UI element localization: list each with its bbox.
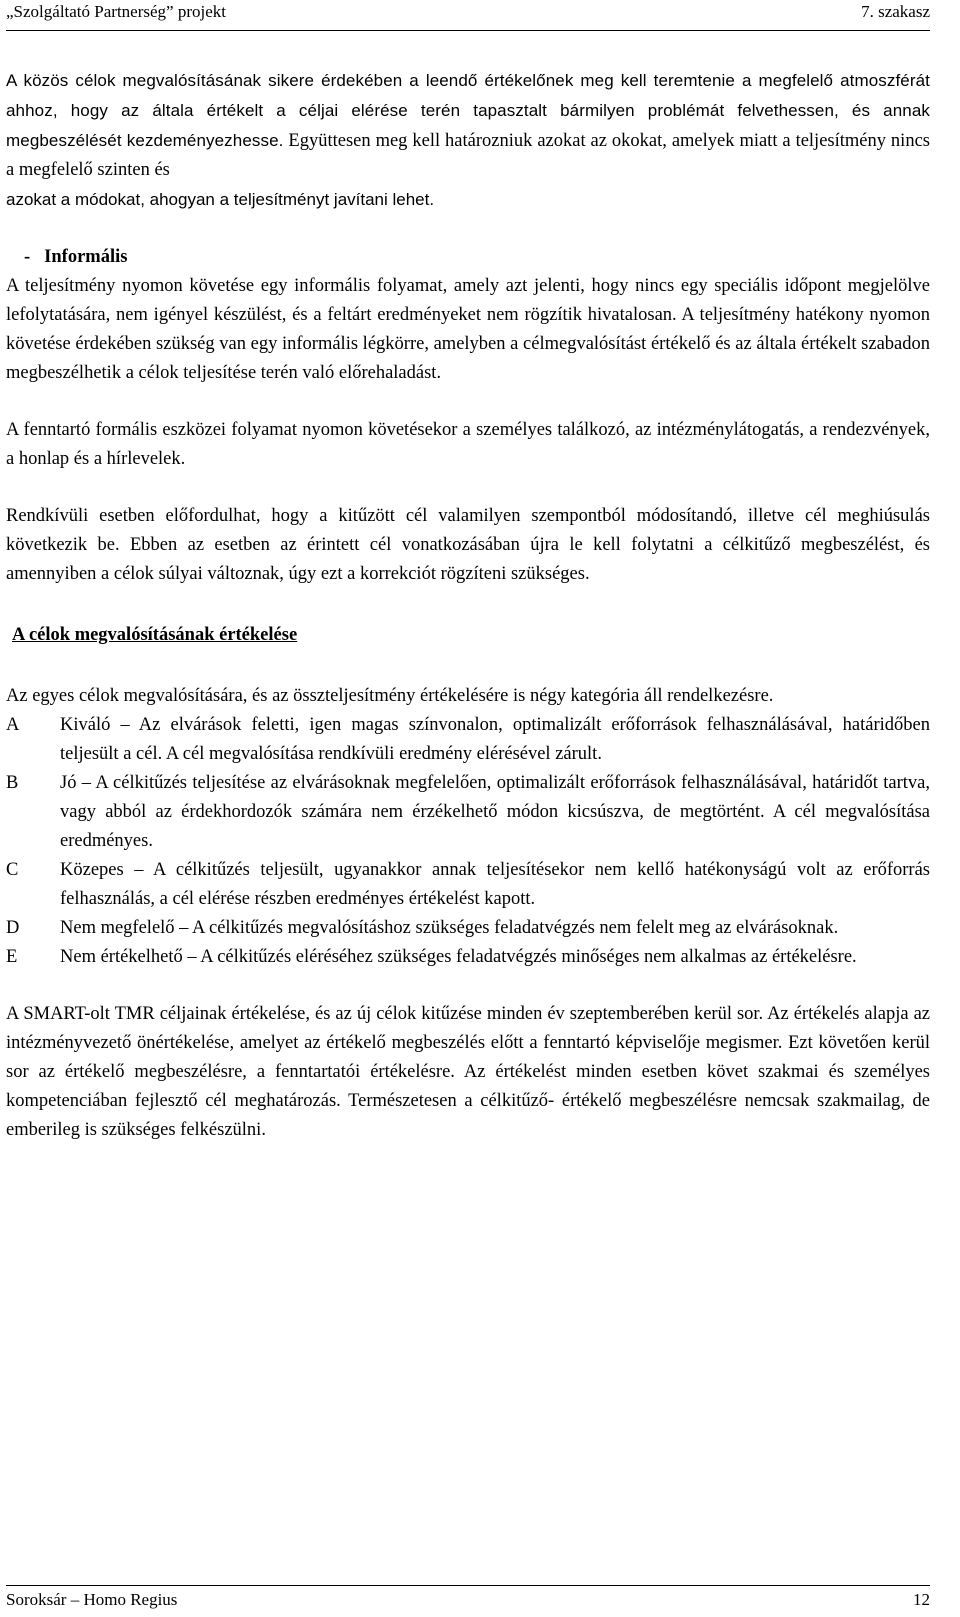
category-text: Nem értékelhető – A célkitűzés eléréséhez szükséges feladatvégzés minőséges nem alkalmas az értékelésre. (60, 947, 857, 967)
category-letter: A (6, 715, 20, 735)
section-title: A célok megvalósításának értékelése (12, 625, 298, 645)
paragraph-exceptional: Rendkívüli esetben előfordulhat, hogy a kitűzött cél valamilyen szempontból módosítandó, illetve cél meghiúsulás következik be. Ebben az esetben az érintett cél vonatkozásában újra le kell folytatni a célkitűző megbeszélést, és amennyiben a célok súlyai változnak, úgy ezt a korrekciót rögzíteni szükséges. (6, 506, 930, 584)
category-text: Jó – A célkitűzés teljesítése az elvárásoknak megfelelően, optimalizált erőforrások felhasználásával, határidőt tartva, vagy abból az érdekhordozók számára nem érzékelhető módon kicsúszva, de megtörtént. A cél megvalósítása eredményes. (60, 773, 930, 851)
document-body (6, 66, 930, 1145)
category-text: Nem megfelelő – A célkitűzés megvalósításhoz szükséges feladatvégzés nem felelt meg az elvárásoknak. (60, 918, 839, 938)
header-project-title: „Szolgáltató Partnerség” projekt (6, 2, 226, 21)
intro-serif-text: Együttesen meg kell határozniuk azokat az okokat, amelyek miatt a teljesítmény nincs a megfelelő szinten és (6, 131, 930, 180)
informal-heading-text: Informális (44, 247, 128, 267)
page-header (6, 0, 930, 31)
category-text: Közepes – A célkitűzés teljesült, ugyanakkor annak teljesítésekor nem kellő hatékonyságú volt az erőforrás felhasználás, a cél elérése részben eredményes értékelést kapott. (60, 860, 930, 909)
category-item-d (6, 914, 930, 943)
paragraph-smart-evaluation: A SMART-olt TMR céljainak értékelése, és az új célok kitűzése minden év szeptemberében kerül sor. Az értékelés alapja az intézményvezető önértékelése, amelyet az értékelő megbeszélés előtt a fenntartó képviselője megismer. Ezt követően kerül sor az értékelő megbeszélésre, a fenntartatói értékelésre. Az értékelést minden esetben követ szakmai és személyes kompetenciában fejlesztő cél meghatározás. Természetesen a célkitűző- értékelő megbeszélésre nemcsak szakmailag, de emberileg is szükséges felkészülni. (6, 1004, 930, 1140)
informal-dash: - (24, 247, 31, 267)
category-item-e (6, 943, 930, 972)
page-footer (6, 1585, 930, 1616)
paragraph-categories-intro: Az egyes célok megvalósítására, és az összteljesítmény értékelésére is négy kategória áll rendelkezésre. (6, 686, 774, 706)
intro-tail-text: azokat a módokat, ahogyan a teljesítményt javítani lehet. (6, 190, 435, 209)
paragraph-formal-tools: A fenntartó formális eszközei folyamat nyomon követésekor a személyes találkozó, az intézménylátogatás, a rendezvények, a honlap és a hírlevelek. (6, 420, 930, 469)
category-item-a (6, 711, 930, 769)
page-number: 12 (913, 1590, 930, 1609)
paragraph-intro (6, 66, 930, 215)
footer-organization: Soroksár – Homo Regius (6, 1590, 178, 1609)
category-item-b (6, 769, 930, 856)
category-item-c (6, 856, 930, 914)
category-letter: C (6, 860, 19, 880)
paragraph-informal: A teljesítmény nyomon követése egy informális folyamat, amely azt jelenti, hogy nincs egy speciális időpont megjelölve lefolytatására, nem igényel készülést, és a feltárt eredményeket nem rögzítik hivatalosan. A teljesítmény hatékony nyomon követése érdekében szükség van egy informális légkörre, amelyben a célmegvalósítást értékelő és az általa értékelt szabadon megbeszélhetik a célok teljesítése terén való előrehaladást. (6, 276, 930, 383)
category-letter: B (6, 773, 19, 793)
intro-sans-text: A közös célok megvalósításának sikere érdekében a leendő értékelőnek meg kell teremtenie a megfelelő atmoszférát ahhoz, hogy az általa értékelt a céljai elérése terén tapasztalt bármilyen problémát felvethessen, és annak megbeszélését kezdeményezhesse. (6, 71, 930, 150)
category-letter: E (6, 947, 18, 967)
category-text: Kiváló – Az elvárások feletti, igen magas színvonalon, optimalizált erőforrások felhasználásával, határidőben teljesült a cél. A cél megvalósítása rendkívüli eredmény elérésével zárult. (60, 715, 930, 764)
category-letter: D (6, 918, 20, 938)
informal-heading (24, 243, 930, 272)
header-section-number: 7. szakasz (861, 2, 930, 21)
